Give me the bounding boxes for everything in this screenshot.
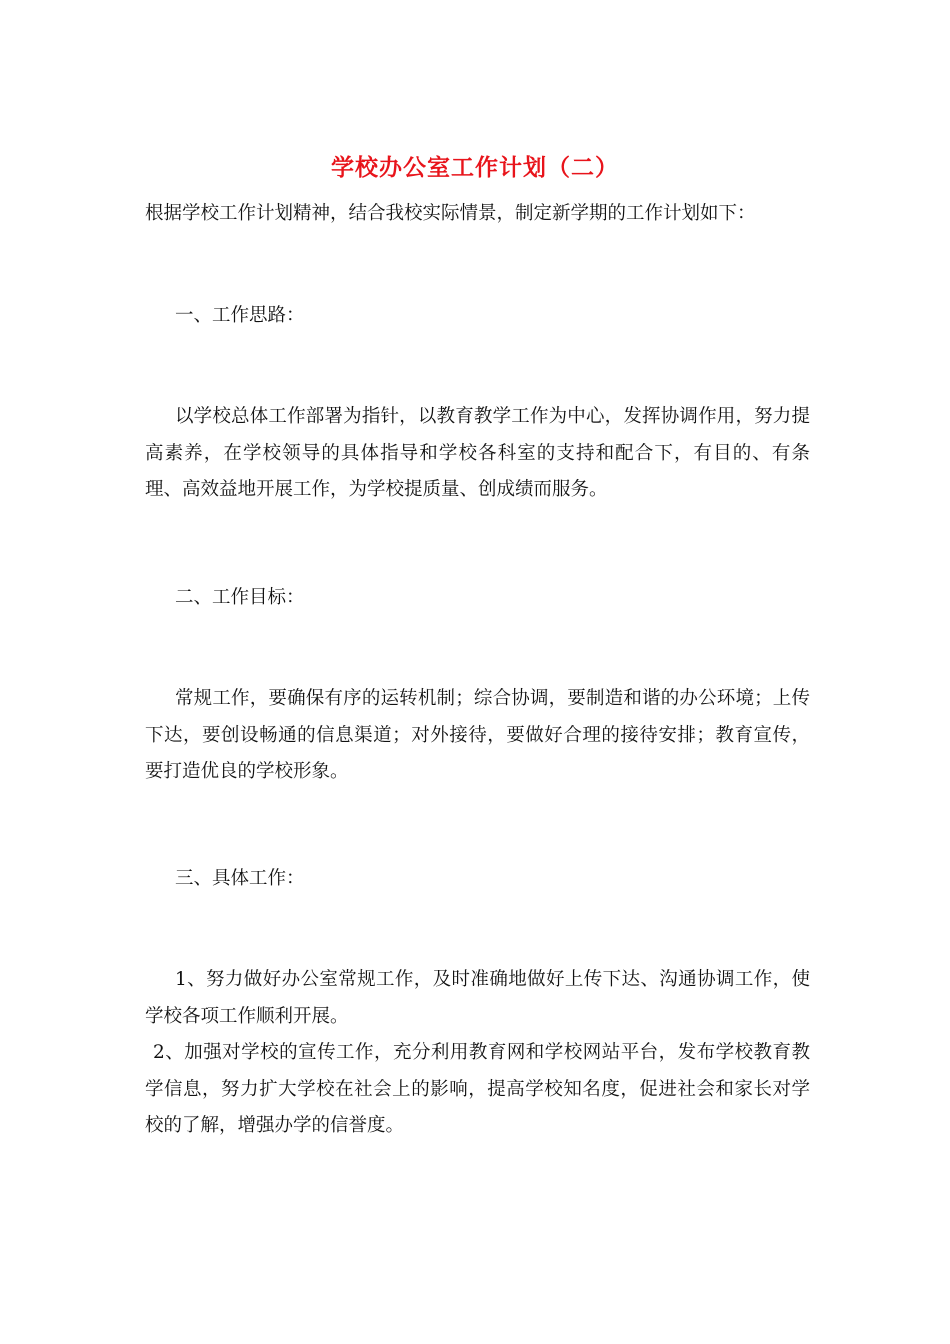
section-heading-approach: 一、工作思路： bbox=[175, 305, 305, 326]
section-heading-goals: 二、工作目标： bbox=[175, 587, 305, 608]
intro-paragraph: 根据学校工作计划精神，结合我校实际情景，制定新学期的工作计划如下： bbox=[145, 203, 756, 224]
section-body-approach: 以学校总体工作部署为指针，以教育教学工作为中心，发挥协调作用，努力提高素养，在学校领导的具体指导和学校各科室的支持和配合下，有目的、有条理、高效益地开展工作，为学校提质量、创成绩而服务。 bbox=[145, 406, 810, 500]
task-item-2: 2、加强对学校的宣传工作，充分利用教育网和学校网站平台，发布学校教育教学信息，努力扩大学校在社会上的影响，提高学校知名度，促进社会和家长对学校的了解，增强办学的信誉度。 bbox=[145, 1042, 810, 1136]
document-title: 学校办公室工作计划（二） bbox=[331, 154, 619, 181]
section-heading-tasks: 三、具体工作： bbox=[175, 868, 305, 889]
section-body-goals: 常规工作，要确保有序的运转机制；综合协调，要制造和谐的办公环境；上传下达，要创设畅通的信息渠道；对外接待，要做好合理的接待安排；教育宣传，要打造优良的学校形象。 bbox=[145, 688, 810, 782]
task-item-1: 1、努力做好办公室常规工作，及时准确地做好上传下达、沟通协调工作，使学校各项工作顺利开展。 bbox=[145, 969, 810, 1027]
